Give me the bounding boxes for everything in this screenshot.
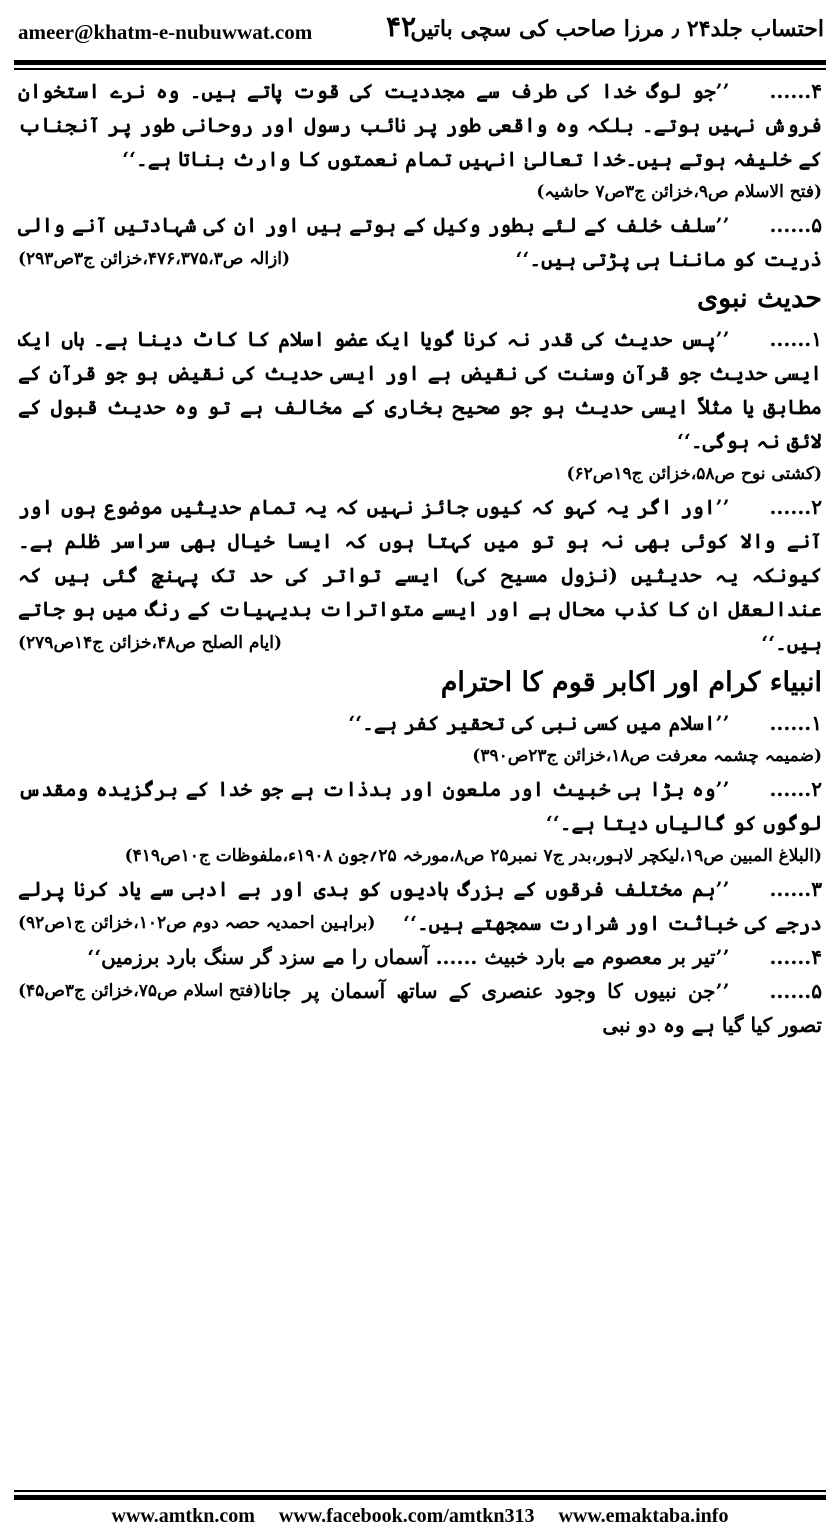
quote-text: ’’سلف خلف کے لئے بطور وکیل کے ہوتے ہیں اور ان کی شہادتیں آنے والی ذریت کو ماننا ہی پڑتی ہیں۔‘‘ <box>18 213 822 271</box>
page-header <box>14 6 826 56</box>
quote-text: ’’اور اگر یہ کہو کہ کیوں جائز نہیں کہ یہ تمام حدیثیں موضوع ہوں اور آنے والا کوئی بھی نہ ہو تو میں کہتا ہوں کہ ایسا خیال بھی سراسر ظلم ہے۔ کیونکہ یہ حدیثیں (نزول مسیح کی) ایسے تواتر کی حد تک پہنچ گئی ہیں کہ عندالعقل ان کا کذب محال ہے اور ایسے متواترات بدیہیات کے رنگ میں ہو جاتے ہیں۔‘‘ <box>18 495 822 655</box>
page-number: ۴۲ <box>386 10 417 43</box>
footer-rule-thin <box>14 1490 826 1492</box>
quote-paragraph <box>18 322 822 458</box>
citation: (البلاغ المبین ص۱۹،لیکچر لاہور،بدر ج۷ نمبر۲۵ ص۸،مورخہ ۲۵؍جون ۱۹۰۸ء،ملفوظات ج۱۰ص۴۱۹) <box>124 846 822 866</box>
section-heading: انبیاء کرام اور اکابر قوم کا احترام <box>440 667 822 698</box>
citation: (کشتی نوح ص۵۸،خزائن ج۱۹ص۶۲) <box>566 464 822 484</box>
item-number: ۵...... <box>769 213 822 237</box>
citation: (ضمیمہ چشمہ معرفت ص۱۸،خزائن ج۲۳ص۳۹۰) <box>472 746 822 766</box>
item-number: ۵...... <box>769 979 822 1003</box>
item-number: ۳...... <box>769 877 822 901</box>
citation: (ازالہ ص۴۷۶،۳۷۵،۳،خزائن ج۳ص۲۹۳) <box>18 249 291 269</box>
quote-paragraph <box>18 208 822 276</box>
quote-paragraph <box>18 706 822 740</box>
footer-link-emaktaba[interactable]: www.emaktaba.info <box>558 1505 729 1527</box>
quote-paragraph <box>18 772 822 840</box>
citation: (فتح الاسلام ص۹،خزائن ج۳ص۷ حاشیہ) <box>536 182 822 202</box>
citation: (براہین احمدیہ حصہ دوم ص۱۰۲،خزائن ج۱ص۹۲) <box>18 913 376 933</box>
footer-rule-thick <box>14 1495 826 1500</box>
quote-paragraph <box>18 490 822 660</box>
header-rule-thin <box>14 68 826 70</box>
quote-text: ’’وہ بڑا ہی خبیث اور ملعون اور بدذات ہے جو خدا کے برگزیدہ ومقدس لوگوں کو گالیاں دیتا ہے۔‘‘ <box>18 777 822 835</box>
item-number: ۲...... <box>769 495 822 519</box>
quote-text: ’’جو لوگ خدا کی طرف سے مجددیت کی قوت پاتے ہیں۔ وہ نرے استخوان فروش نہیں ہوتے۔ بلکہ وہ واقعی طور پر نائب رسول اور روحانی طور پر آنجناب کے خلیفہ ہوتے ہیں۔خدا تعالیٰ انہیں تمام نعمتوں کا وارث بناتا ہے۔‘‘ <box>18 79 822 171</box>
item-number: ۲...... <box>769 777 822 801</box>
item-number: ۱...... <box>769 711 822 735</box>
section-heading: حدیث نبوی <box>696 283 822 314</box>
footer-link-facebook[interactable]: www.facebook.com/amtkn313 <box>278 1505 535 1527</box>
quote-text: ’’جن نبیوں کا وجود عنصری کے ساتھ آسمان پر جانا تصور کیا گیا ہے وہ دو نبی <box>261 979 822 1037</box>
quote-paragraph <box>18 940 822 1001</box>
header-email: ameer@khatm-e-nubuwwat.com <box>18 20 313 44</box>
item-number: ۱...... <box>769 327 822 351</box>
page-footer <box>14 1505 826 1537</box>
header-rule-thick <box>14 60 826 65</box>
quote-text: ’’تیر بر معصوم مے بارد خبیث ...... آسماں را مے سزد گر سنگ بارد برزمیں‘‘ <box>87 945 730 969</box>
quote-text: ’’ہم مختلف فرقوں کے بزرگ ہادیوں کو بدی اور بے ادبی سے یاد کرنا پرلے درجے کی خباثت اور شرارت سمجھتے ہیں۔‘‘ <box>18 877 822 935</box>
quote-text: ’’اسلام میں کسی نبی کی تحقیر کفر ہے۔‘‘ <box>348 711 730 735</box>
footer-link-amtkn[interactable]: www.amtkn.com <box>111 1505 255 1527</box>
citation: (فتح اسلام ص۷۵،خزائن ج۳ص۴۵) <box>18 981 262 1001</box>
item-number: ۴...... <box>769 945 822 969</box>
page-content <box>18 74 822 1464</box>
item-number: ۴...... <box>769 79 822 103</box>
quote-paragraph <box>18 74 822 176</box>
quote-text: ’’پس حدیث کی قدر نہ کرنا گویا ایک عضو اسلام کا کاٹ دینا ہے۔ ہاں ایک ایسی حدیث جو قرآن وسنت کی نقیض ہے اور ایسی حدیث کی نقیض ہو جو قرآن کے مطابق یا مثلاً ایسی حدیث ہو جو صحیح بخاری کے مخالف ہے تو وہ حدیث قبول کے لائق نہ ہوگی۔‘‘ <box>18 327 822 453</box>
running-title: احتساب جلد۲۴ ٫ مرزا صاحب کی سچی باتیں <box>410 16 824 42</box>
quote-paragraph <box>18 872 822 940</box>
citation: (ایام الصلح ص۴۸،خزائن ج۱۴ص۲۷۹) <box>18 633 283 653</box>
